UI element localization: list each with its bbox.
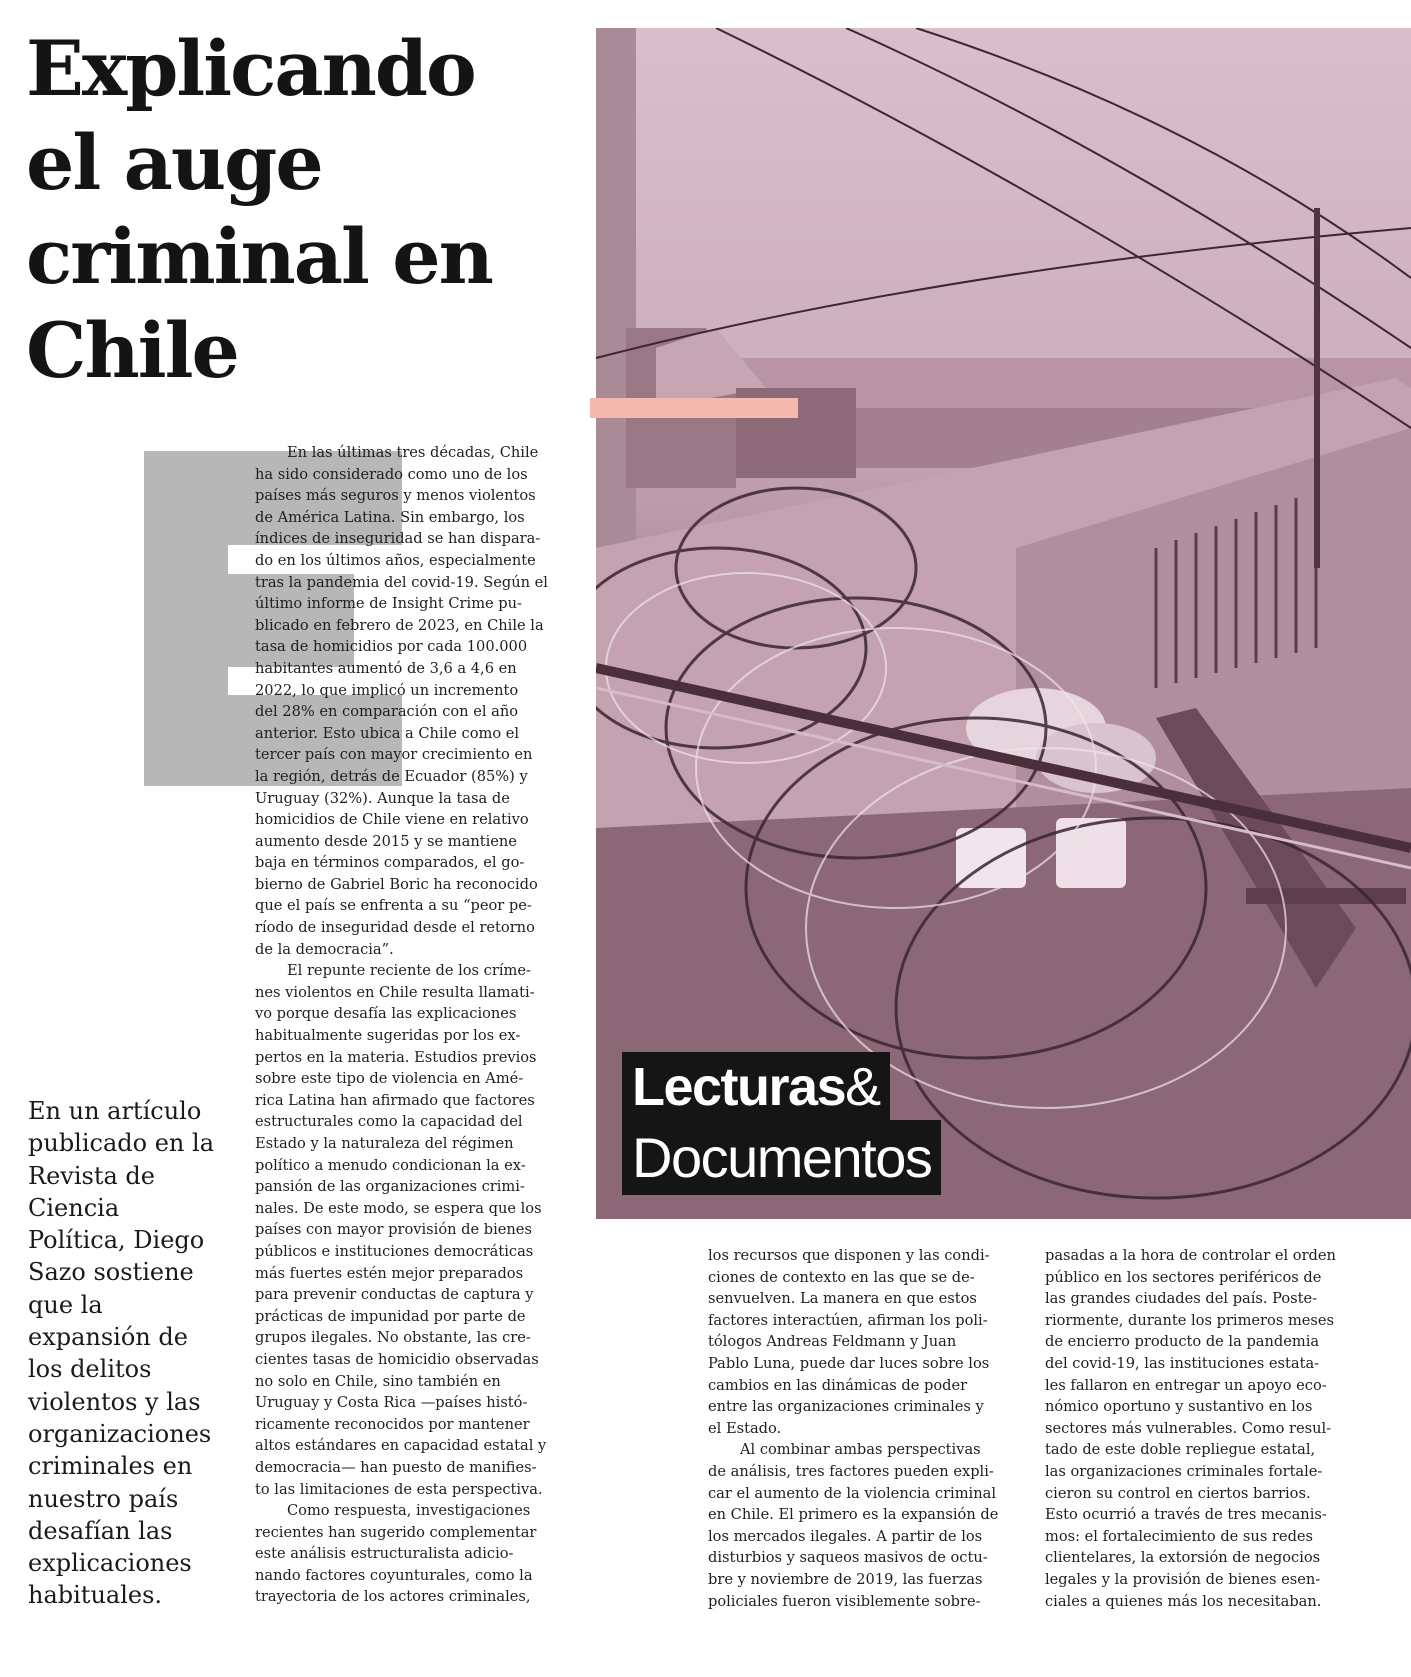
text-line: bre y noviembre de 2019, las fuerzas bbox=[708, 1570, 983, 1588]
text-line: policiales fueron visiblemente sobre- bbox=[708, 1592, 981, 1610]
text-line: Uruguay y Costa Rica —países histó- bbox=[255, 1394, 528, 1412]
summary-line: En un artículo bbox=[28, 1097, 202, 1125]
text-line: público en los sectores periféricos de bbox=[1045, 1268, 1322, 1286]
text-line: Como respuesta, investigaciones bbox=[287, 1502, 531, 1520]
text-line: Uruguay (32%). Aunque la tasa de bbox=[255, 789, 510, 807]
text-line: disturbios y saqueos masivos de octu- bbox=[708, 1549, 988, 1567]
text-line: sectores más vulnerables. Como resul- bbox=[1045, 1419, 1332, 1437]
summary-deck bbox=[28, 1095, 238, 1612]
text-line: habitualmente sugeridas por los ex- bbox=[255, 1027, 521, 1045]
summary-line: Política, Diego bbox=[28, 1226, 205, 1255]
text-line: En las últimas tres décadas, Chile bbox=[287, 444, 539, 461]
summary-line: Revista de bbox=[28, 1161, 155, 1190]
text-line: del covid-19, las instituciones estata- bbox=[1045, 1354, 1320, 1372]
text-line: países con mayor provisión de bienes bbox=[255, 1221, 532, 1239]
photo-illustration bbox=[596, 28, 1411, 1219]
text-line: las grandes ciudades del país. Poste- bbox=[1045, 1290, 1318, 1308]
barbed-wire-photo bbox=[596, 28, 1411, 1219]
text-line: homicidios de Chile viene en relativo bbox=[255, 811, 529, 829]
brand-ampersand: & bbox=[845, 1057, 880, 1117]
text-line: trayectoria de los actores criminales, bbox=[255, 1588, 531, 1606]
text-line: más fuertes estén mejor preparados bbox=[255, 1264, 524, 1282]
summary-line: desafían las bbox=[28, 1516, 173, 1545]
text-line: pertos en la materia. Estudios previos bbox=[255, 1048, 537, 1066]
text-line: pasadas a la hora de controlar el orden bbox=[1045, 1247, 1336, 1264]
summary-line: explicaciones bbox=[28, 1549, 192, 1578]
text-line: pansión de las organizaciones crimi- bbox=[255, 1178, 525, 1196]
text-line: Al combinar ambas perspectivas bbox=[740, 1441, 981, 1459]
text-line: no solo en Chile, sino también en bbox=[255, 1372, 501, 1390]
text-line: ríodo de inseguridad desde el retorno bbox=[255, 919, 535, 937]
text-line: baja en términos comparados, el go- bbox=[255, 854, 525, 872]
text-line: tólogos Andreas Feldmann y Juan bbox=[708, 1333, 957, 1351]
text-line: democracia— han puesto de manifies- bbox=[255, 1458, 537, 1476]
body-column-1 bbox=[255, 442, 567, 1608]
text-line: estructurales como la capacidad del bbox=[255, 1113, 523, 1131]
brand-word-1: Lecturas bbox=[632, 1057, 846, 1117]
text-line: car el aumento de la violencia criminal bbox=[708, 1484, 996, 1502]
text-line: de análisis, tres factores pueden expli- bbox=[708, 1462, 994, 1480]
text-line: los mercados ilegales. A partir de los bbox=[708, 1527, 983, 1545]
summary-line: Sazo sostiene bbox=[28, 1258, 194, 1287]
text-line: anterior. Esto ubica a Chile como el bbox=[255, 724, 520, 742]
text-line: ciales a quienes más los necesitaban. bbox=[1045, 1592, 1322, 1610]
text-line: nómico oportuno y sustantivo en los bbox=[1045, 1398, 1313, 1416]
text-line: países más seguros y menos violentos bbox=[255, 487, 536, 505]
text-line: aumento desde 2015 y se mantiene bbox=[255, 832, 517, 850]
text-line: Estado y la naturaleza del régimen bbox=[255, 1135, 514, 1152]
headline-line: Chile bbox=[26, 306, 238, 395]
text-line: índices de inseguridad se han dispara- bbox=[255, 530, 541, 548]
summary-line: habituales. bbox=[28, 1581, 163, 1610]
text-line: de encierro producto de la pandemia bbox=[1045, 1333, 1320, 1351]
text-line: Esto ocurrió a través de tres mecanis- bbox=[1045, 1506, 1327, 1524]
text-line: prácticas de impunidad por parte de bbox=[255, 1307, 526, 1325]
text-line: grupos ilegales. No obstante, las cre- bbox=[255, 1329, 531, 1347]
text-line: 2022, lo que implicó un incremento bbox=[255, 681, 519, 699]
text-line: riormente, durante los primeros meses bbox=[1045, 1311, 1335, 1329]
summary-line: expansión de bbox=[28, 1323, 188, 1352]
text-line: del 28% en comparación con el año bbox=[255, 703, 519, 721]
text-line: les fallaron en entregar un apoyo eco- bbox=[1045, 1376, 1327, 1394]
text-line: senvuelven. La manera en que estos bbox=[708, 1290, 977, 1308]
summary-line: los delitos bbox=[28, 1355, 152, 1384]
brand-word-2: Documentos bbox=[622, 1120, 941, 1195]
text-line: públicos e instituciones democráticas bbox=[255, 1242, 534, 1260]
text-line: rica Latina han afirmado que factores bbox=[255, 1091, 535, 1109]
summary-line: publicado en la bbox=[28, 1129, 214, 1158]
headline-line: Explicando bbox=[26, 24, 475, 113]
text-line: vo porque desafía las explicaciones bbox=[255, 1005, 517, 1023]
text-line: recientes han sugerido complementar bbox=[255, 1523, 537, 1541]
text-line: en Chile. El primero es la expansión de bbox=[708, 1506, 999, 1524]
text-line: último informe de Insight Crime pu- bbox=[255, 595, 522, 613]
headline-line: criminal en bbox=[26, 212, 492, 301]
text-line: altos estándares en capacidad estatal y bbox=[255, 1437, 547, 1455]
text-line: ricamente reconocidos por mantener bbox=[255, 1415, 530, 1433]
summary-line: nuestro país bbox=[28, 1484, 179, 1513]
text-line: político a menudo condicionan la ex- bbox=[255, 1156, 526, 1174]
text-line: entre las organizaciones criminales y bbox=[708, 1398, 984, 1416]
text-line: blicado en febrero de 2023, en Chile la bbox=[255, 616, 544, 634]
text-line: cambios en las dinámicas de poder bbox=[708, 1376, 968, 1394]
body-column-3 bbox=[1045, 1245, 1355, 1612]
text-line: ha sido considerado como uno de los bbox=[255, 465, 528, 483]
text-line: cientes tasas de homicidio observadas bbox=[255, 1350, 539, 1368]
text-line: mos: el fortalecimiento de sus redes bbox=[1045, 1527, 1314, 1545]
text-line: nando factores coyunturales, como la bbox=[255, 1566, 533, 1584]
brand-line-1 bbox=[622, 1052, 890, 1122]
headline-line: el auge bbox=[26, 118, 322, 207]
text-line: do en los últimos años, especialmente bbox=[255, 551, 536, 569]
text-line: los recursos que disponen y las condi- bbox=[708, 1247, 990, 1264]
summary-line: que la bbox=[28, 1290, 103, 1319]
text-line: de América Latina. Sin embargo, los bbox=[255, 508, 525, 526]
section-brand bbox=[622, 1052, 992, 1197]
body-column-2 bbox=[708, 1245, 1018, 1612]
summary-line: organizaciones bbox=[28, 1419, 212, 1448]
text-line: to las limitaciones de esta perspectiva. bbox=[255, 1480, 543, 1498]
text-line: nes violentos en Chile resulta llamati- bbox=[255, 983, 535, 1001]
text-line: para prevenir conductas de captura y bbox=[255, 1286, 534, 1304]
text-line: tercer país con mayor crecimiento en bbox=[255, 746, 533, 764]
text-line: de la democracia”. bbox=[255, 940, 394, 958]
text-line: El repunte reciente de los críme- bbox=[287, 962, 531, 980]
text-line: clientelares, la extorsión de negocios bbox=[1045, 1549, 1321, 1567]
text-line: las organizaciones criminales fortale- bbox=[1045, 1462, 1323, 1480]
text-line: que el país se enfrenta a su “peor pe- bbox=[255, 897, 532, 915]
text-line: sobre este tipo de violencia en Amé- bbox=[255, 1070, 524, 1088]
summary-line: criminales en bbox=[28, 1452, 193, 1481]
text-line: factores interactúen, afirman los poli- bbox=[708, 1311, 988, 1329]
text-line: nales. De este modo, se espera que los bbox=[255, 1199, 542, 1217]
headline bbox=[26, 22, 566, 398]
text-line: el Estado. bbox=[708, 1419, 782, 1437]
text-line: tras la pandemia del covid-19. Según el bbox=[255, 573, 548, 591]
text-line: habitantes aumentó de 3,6 a 4,6 en bbox=[255, 659, 517, 677]
text-line: cieron su control en ciertos barrios. bbox=[1045, 1484, 1311, 1502]
text-line: la región, detrás de Ecuador (85%) y bbox=[255, 767, 528, 785]
summary-line: Ciencia bbox=[28, 1193, 120, 1222]
text-line: este análisis estructuralista adicio- bbox=[255, 1545, 514, 1563]
pink-accent-bar bbox=[590, 398, 798, 418]
text-line: ciones de contexto en las que se de- bbox=[708, 1268, 975, 1286]
text-line: tasa de homicidios por cada 100.000 bbox=[255, 638, 528, 656]
summary-line: violentos y las bbox=[28, 1387, 201, 1416]
text-line: Pablo Luna, puede dar luces sobre los bbox=[708, 1354, 990, 1372]
text-line: legales y la provisión de bienes esen- bbox=[1045, 1570, 1321, 1588]
text-line: tado de este doble repliegue estatal, bbox=[1045, 1441, 1316, 1459]
text-line: bierno de Gabriel Boric ha reconocido bbox=[255, 875, 538, 893]
